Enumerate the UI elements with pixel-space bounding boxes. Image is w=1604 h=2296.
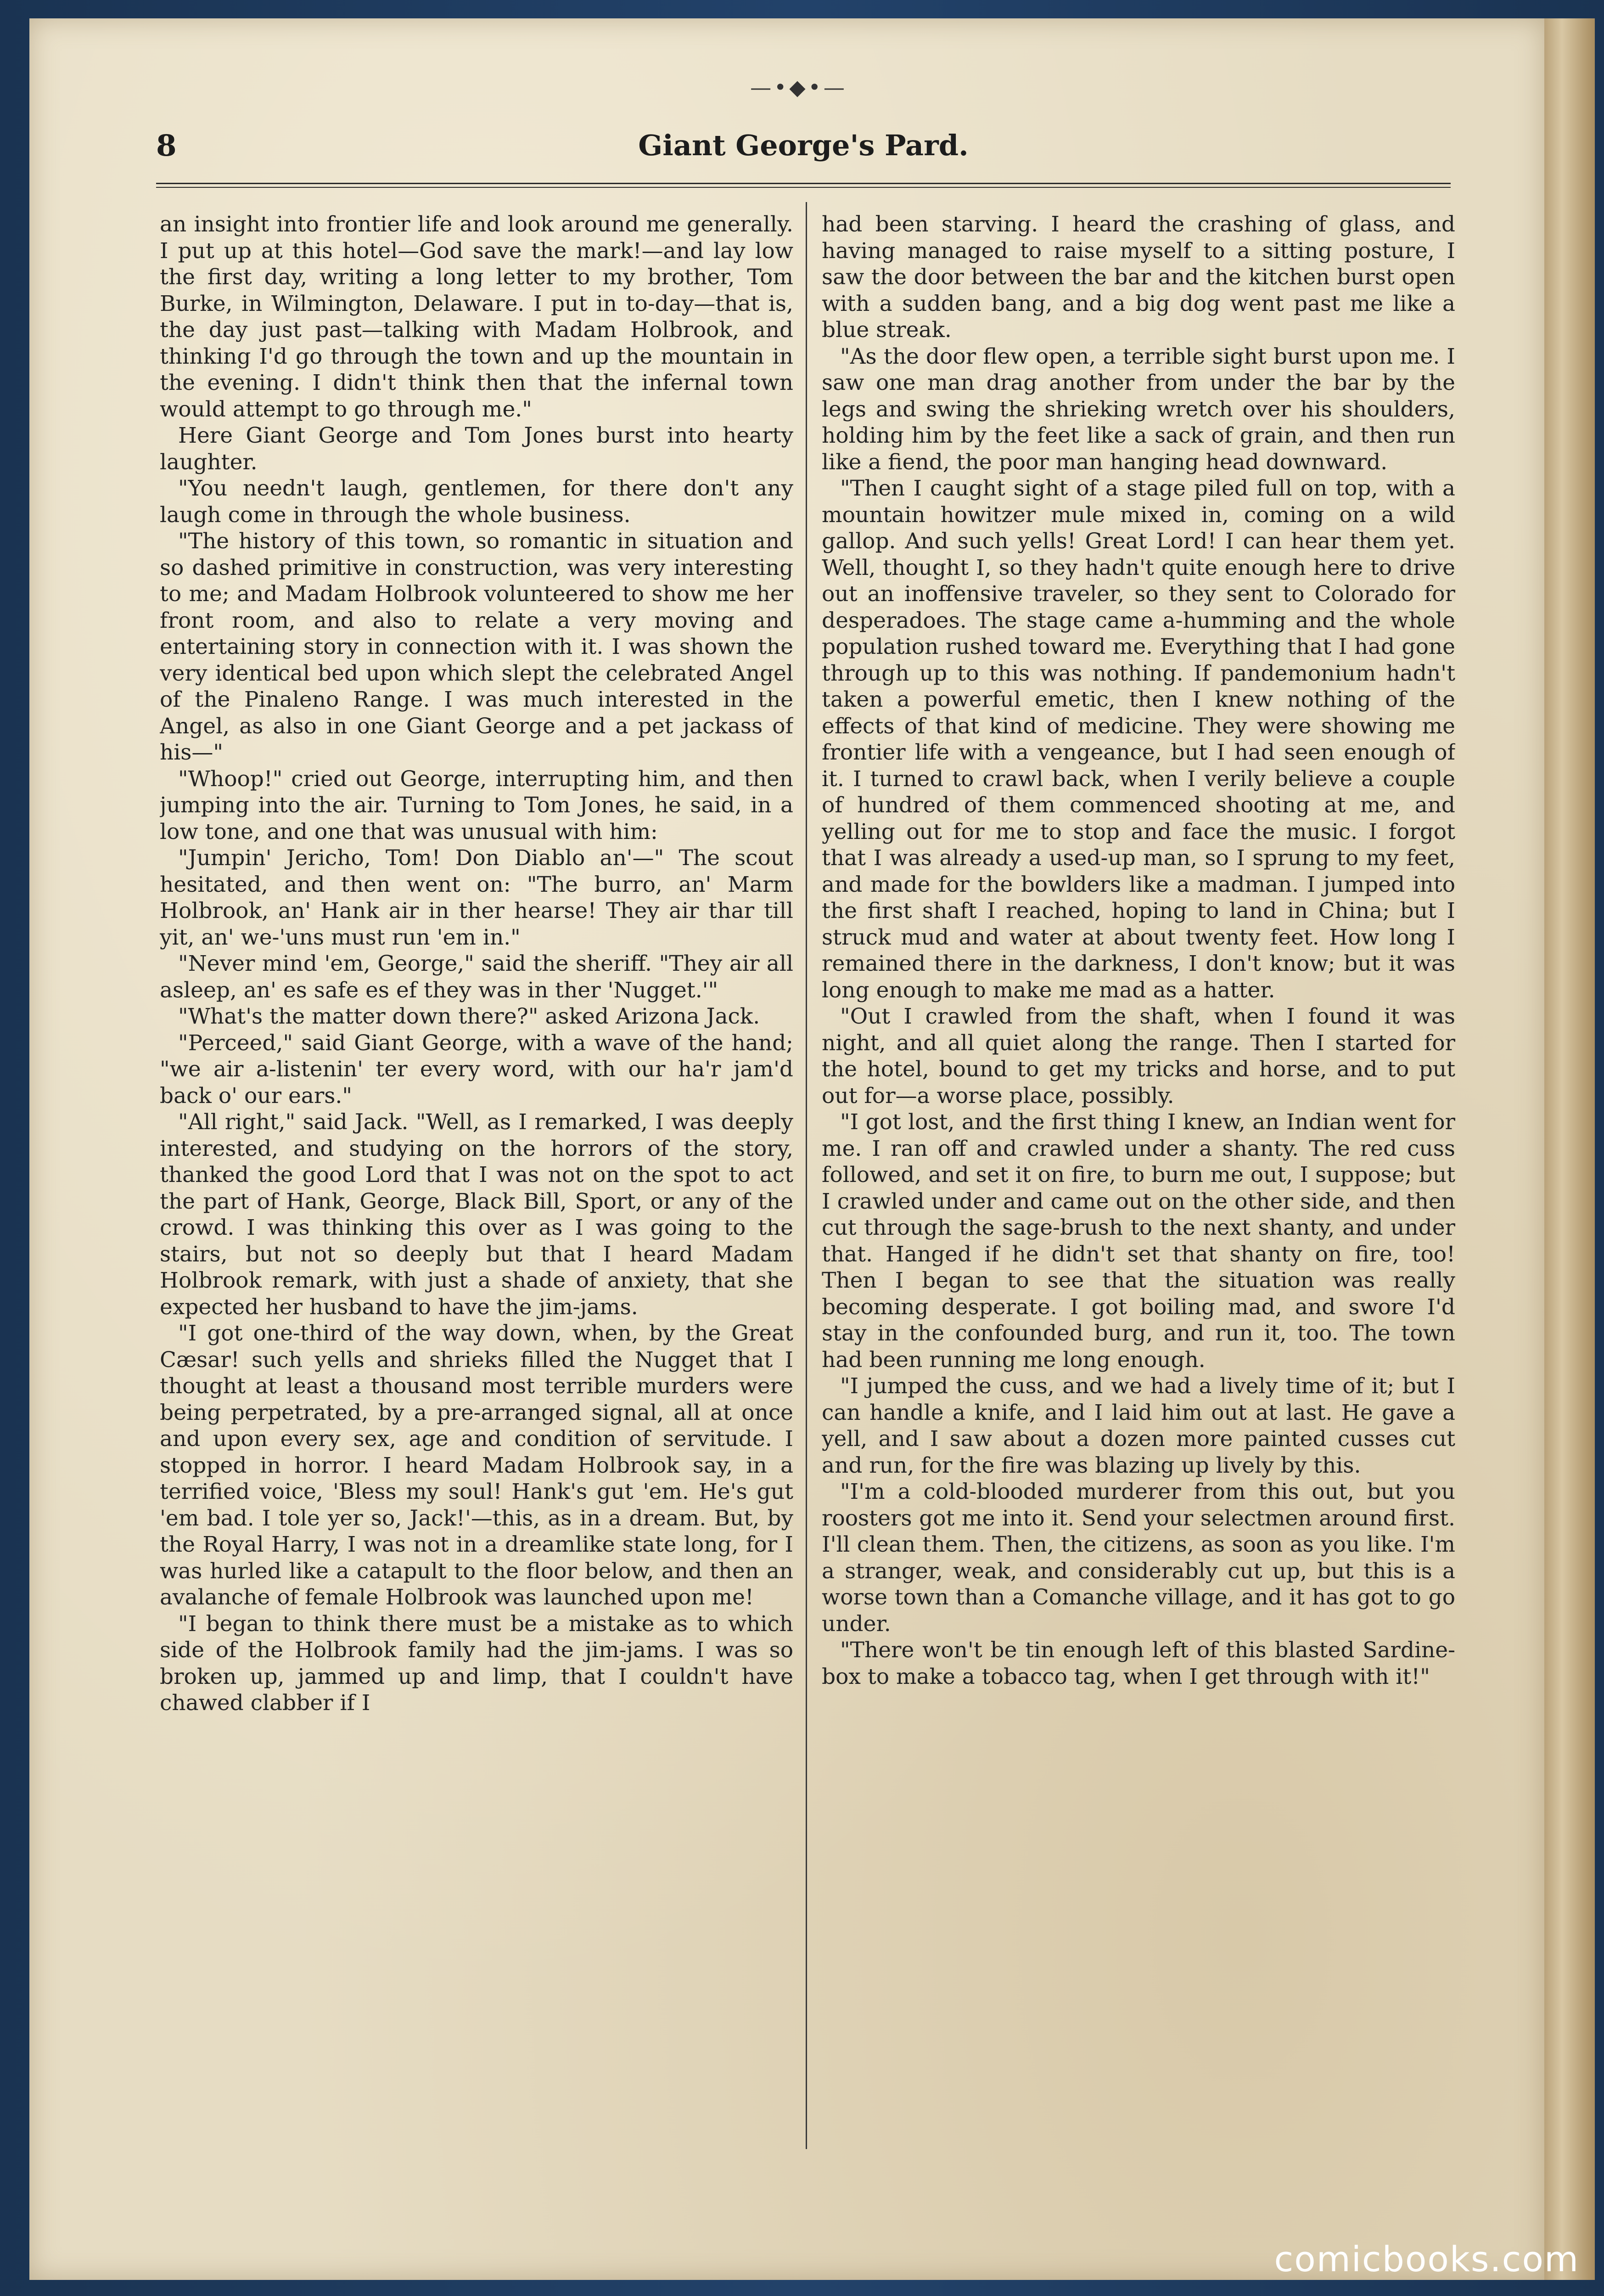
paragraph: "I jumped the cuss, and we had a lively time of it; but I can handle a knife, and I laid him out at last. He gave a yell, and I saw about a dozen more painted cusses cut and run, for the fire was blazing up lively by this. xyxy=(822,1373,1455,1478)
paragraph: an insight into frontier life and look around me generally. I put up at this hotel—God save the mark!—and lay low the first day, writing a long letter to my brother, Tom Burke, in Wilmington, Delaware. I put in to-day—that is, the day just past—talking with Madam Holbrook, and thinking I'd go through the town and up the mountain in the evening. I didn't think then that the infernal town would attempt to go through me." xyxy=(160,212,793,422)
top-ornament: —•◆•— xyxy=(750,75,847,100)
paragraph: "I'm a cold-blooded murderer from this out, but you roosters got me into it. Send your selectmen around first. I'll clean them. Then, the citizens, as soon as you like. I'm a stranger, weak, and considerably cut up, but this is a worse town than a Comanche village, and it has got to go under. xyxy=(822,1479,1455,1637)
adjacent-page-edge xyxy=(1544,18,1595,2280)
site-watermark: comicbooks.com xyxy=(1274,2239,1579,2279)
running-title: Giant George's Pard. xyxy=(638,129,969,162)
paragraph: Here Giant George and Tom Jones burst into hearty laughter. xyxy=(160,423,793,475)
running-head xyxy=(156,129,1451,174)
paragraph: "Jumpin' Jericho, Tom! Don Diablo an'—" The scout hesitated, and then went on: "The burro, an' Marm Holbrook, an' Hank air in ther hearse! They air thar till yit, an' we-'uns must run 'em in." xyxy=(160,845,793,950)
paragraph: "The history of this town, so romantic in situation and so dashed primitive in construction, was very interesting to me; and Madam Holbrook volunteered to show me her front room, and also to relate a very moving and entertaining story in connection with it. I was shown the very identical bed upon which slept the celebrated Angel of the Pinaleno Range. I was much interested in the Angel, as also in one Giant George and a pet jackass of his—" xyxy=(160,529,793,765)
left-column xyxy=(160,211,793,2140)
paragraph: "Perceed," said Giant George, with a wave of the hand; "we air a-listenin' ter every word, with our ha'r jam'd back o' our ears." xyxy=(160,1030,793,1109)
column-divider xyxy=(806,202,807,2149)
paragraph: "As the door flew open, a terrible sight burst upon me. I saw one man drag another from under the bar by the legs and swing the shrieking wretch over his shoulders, holding him by the feet like a sack of grain, and then run like a fiend, the poor man hanging head downward. xyxy=(822,343,1455,475)
paragraph: "You needn't laugh, gentlemen, for there don't any laugh come in through the whole business. xyxy=(160,476,793,528)
paragraph: "All right," said Jack. "Well, as I remarked, I was deeply interested, and studying on the horrors of the story, thanked the good Lord that I was not on the spot to act the part of Hank, George, Black Bill, Sport, or any of the crowd. I was thinking this over as I was going to the stairs, but not so deeply but that I heard Madam Holbrook remark, with just a shade of anxiety, that she expected her husband to have the jim-jams. xyxy=(160,1109,793,1320)
paragraph: "I got one-third of the way down, when, by the Great Cæsar! such yells and shrieks filled the Nugget that I thought at least a thousand most terrible murders were being perpetrated, by a pre-arranged signal, all at once and upon every sex, age and condition of servitude. I stopped in horror. I heard Madam Holbrook say, in a terrified voice, 'Bless my soul! Hank's gut 'em. He's gut 'em bad. I tole yer so, Jack!'—this, as in a dream. But, by the Royal Harry, I was not in a dreamlike state long, for I was hurled like a catapult to the floor below, and then an avalanche of female Holbrook was launched upon me! xyxy=(160,1321,793,1610)
page-number: 8 xyxy=(156,129,177,163)
paragraph: "Then I caught sight of a stage piled full on top, with a mountain howitzer mule mixed in, coming on a wild gallop. And such yells! Great Lord! I can hear them yet. Well, thought I, so they hadn't quite enough here to drive out an inoffensive traveler, so they sent to Colorado for desperadoes. The stage came a-humming and the whole population rushed toward me. Everything that I had gone through up to this was nothing. If pandemonium hadn't taken a powerful emetic, then I knew nothing of the effects of that kind of medicine. They were showing me frontier life with a vengeance, but I had seen enough of it. I turned to crawl back, when I verily believe a couple of hundred of them commenced shooting at me, and yelling out for me to stop and face the music. I forgot that I was already a used-up man, so I sprung to my feet, and made for the bowlders like a madman. I jumped into the first shaft I reached, hoping to land in China; but I struck mud and water at about twenty feet. How long I remained there in the darkness, I don't know; but it was long enough to make me mad as a hatter. xyxy=(822,476,1455,1003)
paragraph: "I began to think there must be a mistake as to which side of the Holbrook family had the jim-jams. I was so broken up, jammed up and limp, that I couldn't have chawed clabber if I xyxy=(160,1611,793,1716)
right-column xyxy=(822,211,1455,2140)
paragraph: "There won't be tin enough left of this blasted Sardine-box to make a tobacco tag, when I get through with it!" xyxy=(822,1638,1455,1689)
paragraph: "Never mind 'em, George," said the sheriff. "They air all asleep, an' es safe es ef they was in ther 'Nugget.'" xyxy=(160,951,793,1003)
paragraph: "Out I crawled from the shaft, when I found it was night, and all quiet along the range. Then I started for the hotel, bound to get my tricks and horse, and to put out for—a worse place, possibly. xyxy=(822,1004,1455,1109)
header-rule xyxy=(156,183,1451,188)
paragraph: "What's the matter down there?" asked Arizona Jack. xyxy=(178,1004,760,1029)
paragraph: "Whoop!" cried out George, interrupting him, and then jumping into the air. Turning to Tom Jones, he said, in a low tone, and one that was unusual with him: xyxy=(160,766,793,844)
paragraph: had been starving. I heard the crashing of glass, and having managed to raise myself to a sitting posture, I saw the door between the bar and the kitchen burst open with a sudden bang, and a big dog went past me like a blue streak. xyxy=(822,212,1455,343)
paragraph: "I got lost, and the first thing I knew, an Indian went for me. I ran off and crawled under a shanty. The red cuss followed, and set it on fire, to burn me out, I suppose; but I crawled under and came out on the other side, and then cut through the sage-brush to the next shanty, and under that. Hanged if he didn't set that shanty on fire, too! Then I began to see that the situation was really becoming desperate. I got boiling mad, and swore I'd stay in the confounded burg, and run it, too. The town had been running me long enough. xyxy=(822,1109,1455,1373)
